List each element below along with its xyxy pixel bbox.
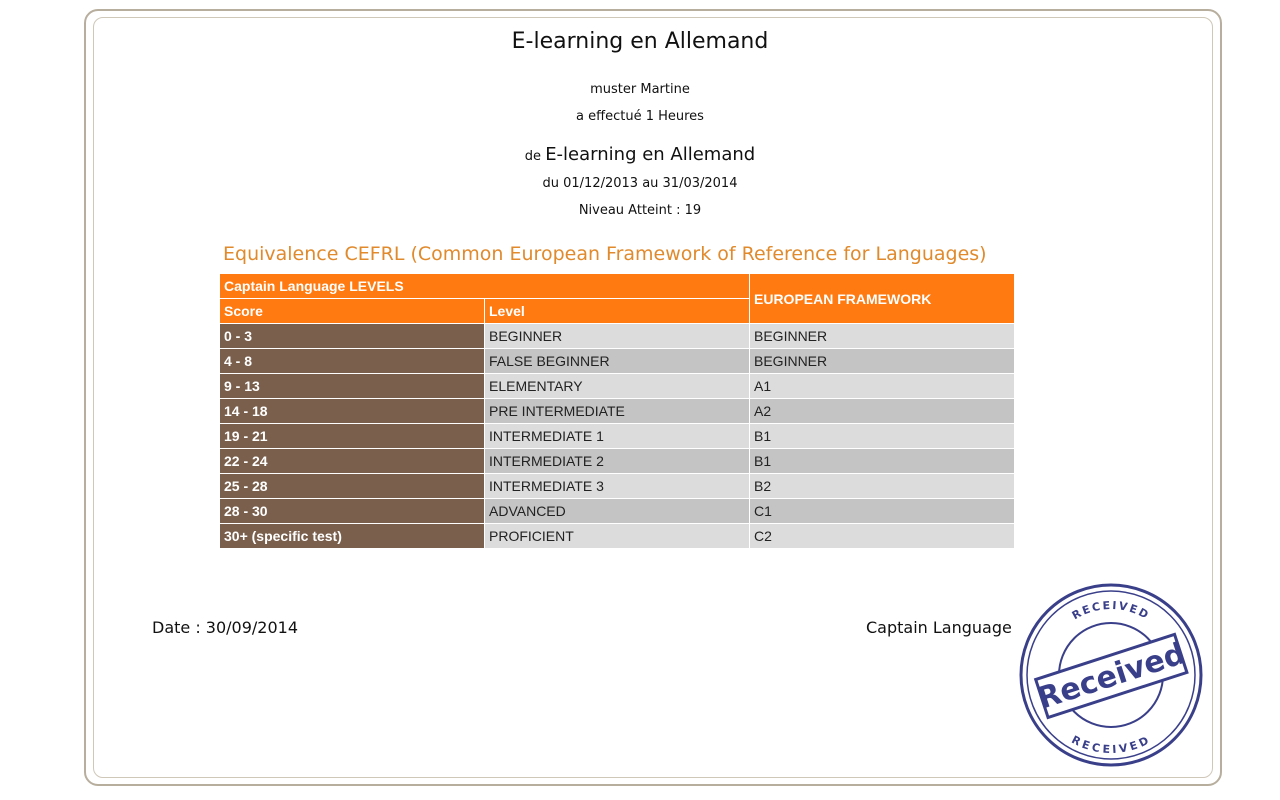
course-period: du 01/12/2013 au 31/03/2014 — [542, 176, 738, 191]
certificate-title: E-learning en Allemand — [511, 29, 769, 54]
table-row — [220, 324, 1015, 349]
framework-cell: B1 — [750, 424, 1015, 449]
level-cell: BEGINNER — [485, 324, 750, 349]
stamp-main-text: Received — [1033, 636, 1190, 717]
score-cell: 4 - 8 — [220, 349, 485, 374]
received-stamp-icon — [1018, 582, 1204, 768]
table-row — [220, 449, 1015, 474]
level-cell: PROFICIENT — [485, 524, 750, 549]
score-cell: 28 - 30 — [220, 499, 485, 524]
level-cell: ELEMENTARY — [485, 374, 750, 399]
course-prefix: de — [524, 149, 542, 164]
table-row — [220, 399, 1015, 424]
levels-table — [219, 273, 1015, 549]
framework-cell: C2 — [750, 524, 1015, 549]
stamp-ring-text-bottom: RECEIVED — [1069, 733, 1153, 757]
framework-header: EUROPEAN FRAMEWORK — [750, 274, 1015, 324]
framework-cell: BEGINNER — [750, 324, 1015, 349]
score-cell: 0 - 3 — [220, 324, 485, 349]
table-row — [220, 524, 1015, 549]
level-cell: INTERMEDIATE 3 — [485, 474, 750, 499]
score-cell: 19 - 21 — [220, 424, 485, 449]
framework-cell: B1 — [750, 449, 1015, 474]
level-cell: FALSE BEGINNER — [485, 349, 750, 374]
stamp-ring-text: RECEIVED — [1069, 598, 1153, 623]
level-header: Level — [485, 299, 750, 324]
framework-cell: BEGINNER — [750, 349, 1015, 374]
score-cell: 9 - 13 — [220, 374, 485, 399]
level-cell: INTERMEDIATE 2 — [485, 449, 750, 474]
framework-cell: C1 — [750, 499, 1015, 524]
table-row — [220, 349, 1015, 374]
level-cell: INTERMEDIATE 1 — [485, 424, 750, 449]
level-cell: PRE INTERMEDIATE — [485, 399, 750, 424]
score-header: Score — [220, 299, 485, 324]
learner-name: muster Martine — [590, 82, 690, 97]
svg-text:RECEIVED — [1069, 733, 1152, 756]
course-name: E-learning en Allemand — [545, 144, 756, 165]
score-cell: 30+ (specific test) — [220, 524, 485, 549]
framework-cell: A1 — [750, 374, 1015, 399]
equivalence-title: Equivalence CEFRL (Common European Framework of Reference for Languages) — [223, 243, 987, 265]
svg-text:RECEIVED — [1070, 599, 1152, 622]
signature: Captain Language — [866, 618, 1012, 637]
table-row — [220, 474, 1015, 499]
hours-completed: a effectué 1 Heures — [576, 109, 704, 124]
table-row — [220, 499, 1015, 524]
table-row — [220, 374, 1015, 399]
score-cell: 25 - 28 — [220, 474, 485, 499]
issue-date: Date : 30/09/2014 — [152, 618, 299, 637]
framework-cell: A2 — [750, 399, 1015, 424]
group-header: Captain Language LEVELS — [220, 274, 750, 299]
course-line — [0, 144, 1280, 165]
table-row — [220, 424, 1015, 449]
score-cell: 14 - 18 — [220, 399, 485, 424]
score-cell: 22 - 24 — [220, 449, 485, 474]
level-reached: Niveau Atteint : 19 — [578, 203, 702, 218]
framework-cell: B2 — [750, 474, 1015, 499]
level-cell: ADVANCED — [485, 499, 750, 524]
